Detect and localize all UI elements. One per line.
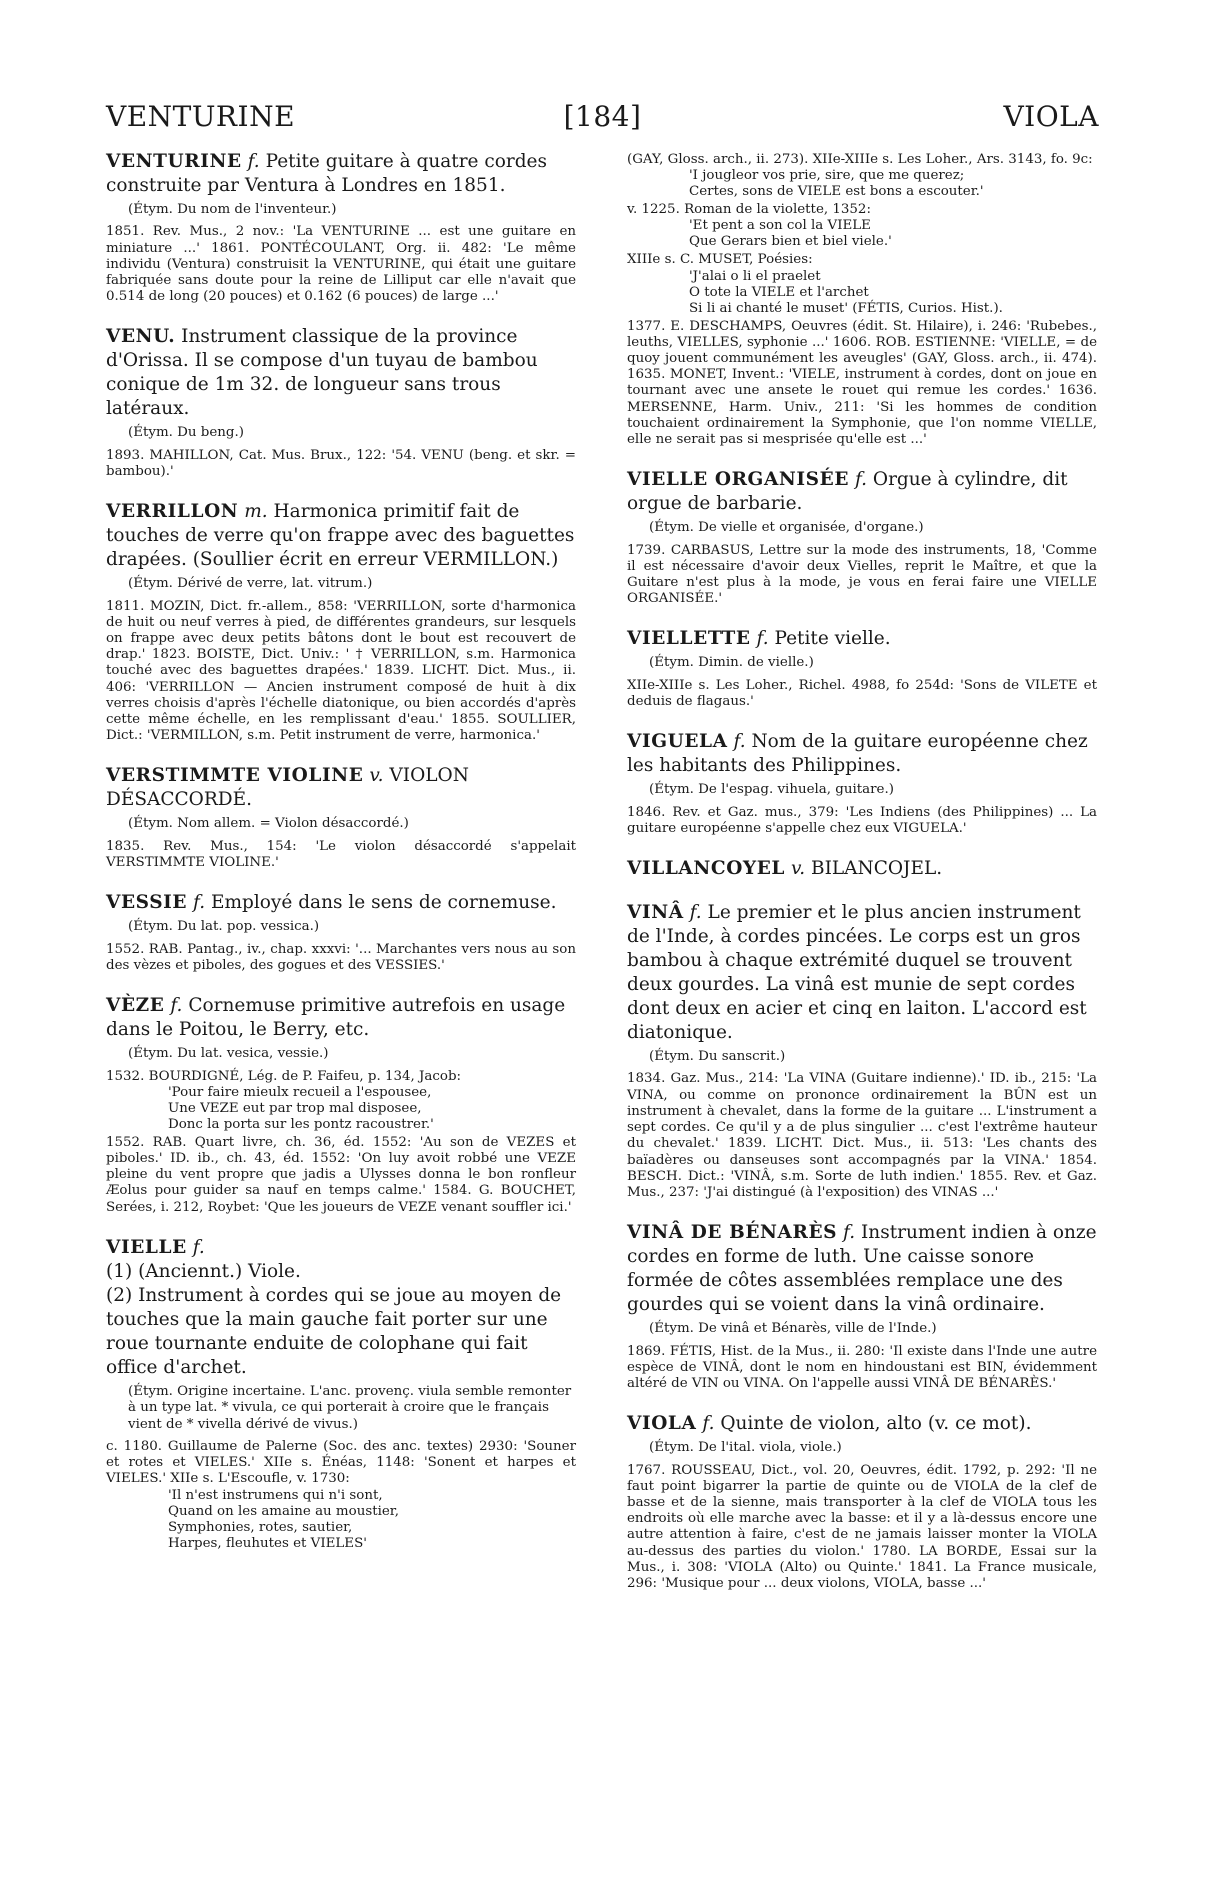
- etymology: (Étym. Dérivé de verre, lat. vitrum.): [128, 576, 373, 592]
- etymology: (Étym. Du sanscrit.): [649, 1049, 786, 1065]
- right-column: [627, 150, 1097, 1612]
- headword: VIGUELA: [627, 731, 728, 753]
- headword: VENTURINE: [106, 151, 242, 172]
- definition: Cornemuse primitive autrefois en usage dans le Poitou, le Berry, etc.: [106, 995, 566, 1041]
- entry-title: [627, 468, 1097, 516]
- definition: Le premier et le plus ancien instrument de l'Inde, à cordes pincées. Le corps est un gros bambou à chaque extrémité duquel se trouvent deux gourdes. La vinâ est munie de sept cordes dont deux en acier et cinq en laiton. L'accord est diatonique.: [627, 902, 1087, 1044]
- entry-vina: [627, 901, 1097, 1201]
- entry-title: [627, 1412, 1097, 1436]
- headword: VERRILLON: [106, 501, 239, 523]
- citation: 1811. MOZIN, Dict. fr.-allem., 858: 'VERRILLON, sorte d'harmonica de huit ou neuf verres à pied, de différentes grandeurs, sur lesquels on frappe avec deux petits bâtons dont le bout est recouvert de drap.' 1823. BOISTE, Dict. Univ.: ' † VERRILLON, s.m. Harmonica touché avec des baguettes drapées.' 1839. LICHT. Dict. Mus., ii. 406: 'VERRILLON — Ancien instrument composé de huit à dix verres choisis d'après l'échelle diatonique, ou bien accordés d'après cette même échelle, en les remplissant d'eau.' 1855. SOULLIER, Dict.: 'VERMILLON, s.m. Petit instrument de verre, harmonica.': [106, 598, 576, 744]
- definition: Nom de la guitare européenne chez les habitants des Philippines.: [627, 731, 1088, 777]
- headword: VIELLE: [106, 1236, 187, 1258]
- etymology: (Étym. Du nom de l'inventeur.): [128, 202, 337, 217]
- etymology: (Étym. Du beng.): [128, 425, 244, 441]
- citation: 1846. Rev. et Gaz. mus., 379: 'Les Indiens (des Philippines) ... La guitare européenne s'appelle chez eux VIGUELA.': [627, 804, 1097, 836]
- gender-mark: f.: [854, 469, 868, 491]
- headword: VIOLA: [627, 1413, 697, 1435]
- etymology: (Étym. Origine incertaine. L'anc. provenç. viula semble remonter à un type lat. * vivula, ce qui porterait à croire que le français vient de * vivella dérivé de vivus.): [128, 1383, 572, 1432]
- gender-mark: f.: [170, 995, 183, 1017]
- gender-mark: f.: [756, 628, 769, 650]
- etymology: (Étym. Du lat. vesica, vessie.): [128, 1046, 329, 1062]
- entry-viellette: [627, 627, 1097, 710]
- citation: 1835. Rev. Mus., 154: 'Le violon désaccordé s'appelait VERSTIMMTE VIOLINE.': [106, 838, 576, 871]
- citation: 1552. RAB. Quart livre, ch. 36, éd. 1552: 'Au son de VEZES et piboles.' ID. ib., ch. 43, éd. 1552: 'On luy avoit robbé une VEZE pleine du vent propre que jadis a Ulysses donna le bon ronfleur Æolus pour guider sa nauf en temps calme.' 1584. G. BOUCHET, Serées, i. 212, Roybet: 'Que les joueurs de VEZE venant souffler ici.': [106, 1134, 576, 1215]
- definition: Orgue à cylindre, dit orgue de barbarie.: [627, 469, 1068, 515]
- definition: Harmonica primitif fait de touches de verre qu'on frappe avec des baguettes drapées. (Soullier écrit en erreur VERMILLON.): [106, 501, 575, 571]
- entry-vielle-continued: [627, 152, 1097, 448]
- page-number: [184]: [563, 100, 642, 133]
- entry-verrillon: [106, 500, 576, 744]
- definition: Instrument indien à onze cordes en forme de luth. Une caisse sonore formée de côtes assemblées remplace une des gourdes qui se voient dans la vinâ ordinaire.: [627, 1222, 1097, 1316]
- entry-title: [106, 891, 576, 915]
- citation: 1532. BOURDIGNÉ, Lég. de P. Faifeu, p. 134, Jacob:: [106, 1068, 462, 1084]
- citation: 1893. MAHILLON, Cat. Mus. Brux., 122: '54. VENU (beng. et skr. = bambou).': [106, 447, 576, 480]
- running-head-last-word: VIOLA: [1003, 100, 1099, 133]
- gender-mark: f.: [193, 892, 206, 914]
- entry-title: [106, 325, 576, 421]
- running-head-first-word: VENTURINE: [106, 100, 296, 133]
- gender-mark: f.: [192, 1236, 205, 1258]
- citation: 1739. CARBASUS, Lettre sur la mode des instruments, 18, 'Comme il est nécessaire d'avoir deux Vielles, reprit le Maître, et que la Guitare n'est plus à la mode, je vous en ferai faire une VIELLE ORGANISÉE.': [627, 542, 1097, 607]
- citation: XIIIe s. C. MUSET, Poésies:: [627, 252, 813, 268]
- entry-title: [106, 150, 576, 198]
- verse-quote: 'J'alai o li el praelet O tote la VIELE et l'archet Si li ai chanté le muset' (FÉTIS, Curios. Hist.).: [689, 268, 1003, 316]
- running-head: [106, 100, 1099, 144]
- citation: (GAY, Gloss. arch., ii. 273). XIIe-XIIIe s. Les Loher., Ars. 3143, fo. 9c:: [627, 152, 1093, 167]
- etymology: (Étym. De vielle et organisée, d'organe.): [649, 520, 924, 536]
- headword: VÈZE: [106, 995, 165, 1017]
- headword: VESSIE: [106, 892, 188, 914]
- headword: VIELLETTE: [627, 628, 751, 650]
- definition: Petite vielle.: [774, 628, 891, 650]
- sense-1: (1) (Anciennt.) Viole.: [106, 1260, 301, 1282]
- entry-title: [106, 500, 576, 572]
- entry-vielle: [106, 1236, 576, 1552]
- entry-title: [106, 1236, 576, 1260]
- definition: Petite guitare à quatre cordes construite par Ventura à Londres en 1851.: [106, 151, 547, 196]
- headword: VIELLE ORGANISÉE: [627, 469, 850, 491]
- definition: Employé dans le sens de cornemuse.: [210, 892, 557, 914]
- citation: v. 1225. Roman de la violette, 1352:: [627, 202, 871, 218]
- gender-mark: m.: [244, 501, 268, 523]
- entry-venu: [106, 325, 576, 480]
- citation: c. 1180. Guillaume de Palerne (Soc. des anc. textes) 2930: 'Souner et rotes et VIELES.' XIIe s. Énéas, 1148: 'Sonent et harpes et VIELES.' XIIe s. L'Escoufle, v. 1730:: [106, 1438, 576, 1487]
- etymology: (Étym. Nom allem. = Violon désaccordé.): [128, 816, 409, 832]
- gender-mark: f.: [733, 731, 746, 753]
- see-mark: v.: [369, 765, 384, 787]
- headword: VINÂ DE BÉNARÈS: [627, 1222, 838, 1244]
- entry-title: [106, 994, 576, 1042]
- entry-viguela: [627, 730, 1097, 837]
- gender-mark: f.: [702, 1413, 715, 1435]
- etymology: (Étym. De l'ital. viola, viole.): [649, 1440, 842, 1456]
- citation: 1377. E. DESCHAMPS, Oeuvres (édit. St. Hilaire), i. 246: 'Rubebes., leuths, VIELLES, syphonie ...' 1606. ROB. ESTIENNE: 'VIELLE, = de quoy jouent communément les aveugles' (GAY, Gloss. arch., ii. 474). 1635. MONET, Invent.: 'VIELE, instrument à cordes, dont on joue en tournant avec une ansete le rouet qui remue les cordes.' 1636. MERSENNE, Harm. Univ., 211: 'Si les hommes de condition touchaient ordinairement la Symphonie, que l'on nomme VIELLE, elle ne serait pas si mesprisée qu'elle est ...': [627, 318, 1097, 448]
- gender-mark: f.: [843, 1222, 856, 1244]
- cross-reference: VIOLON DÉSACCORDÉ.: [106, 765, 469, 811]
- gender-mark: f.: [689, 902, 702, 924]
- citation: XIIe-XIIIe s. Les Loher., Richel. 4988, fo 254d: 'Sons de VILETE et deduis de flagaus.': [627, 677, 1097, 710]
- left-column: [106, 150, 576, 1572]
- entry-title: [627, 730, 1097, 778]
- entry-viola: [627, 1412, 1097, 1592]
- entry-villancoyel: [627, 857, 1097, 881]
- headword: VINÂ: [627, 902, 684, 924]
- definition: Instrument classique de la province d'Orissa. Il se compose d'un tuyau de bambou conique de 1m 32. de longueur sans trous latéraux.: [106, 326, 538, 420]
- sense-2: (2) Instrument à cordes qui se joue au moyen de touches que la main gauche fait porter sur une roue tournante enduite de colophane qui fait office d'archet.: [106, 1284, 562, 1378]
- citation: 1552. RAB. Pantag., iv., chap. xxxvi: '... Marchantes vers nous au son des vèzes et piboles, des gogues et des VESSIES.': [106, 941, 576, 973]
- entry-title: [627, 1221, 1097, 1317]
- verse-quote: 'I jougleor vos prie, sire, que me querez; Certes, sons de VIELE est bons a escouter.': [689, 168, 984, 200]
- etymology: (Étym. Dimin. de vielle.): [649, 655, 814, 671]
- etymology: (Étym. De l'espag. vihuela, guitare.): [649, 782, 894, 798]
- entry-veze: [106, 994, 576, 1216]
- definition: Quinte de violon, alto (v. ce mot).: [720, 1413, 1032, 1435]
- entry-title: [627, 627, 1097, 651]
- etymology: (Étym. Du lat. pop. vessica.): [128, 919, 320, 935]
- see-mark: v.: [790, 858, 806, 880]
- citation: 1767. ROUSSEAU, Dict., vol. 20, Oeuvres, édit. 1792, p. 292: 'Il ne faut point bigarrer la partie de quinte ou de VIOLA de la clef de basse et de la sienne, mais transporter à la clef de VIOLA tous les endroits où elle marche avec la basse: et il y a là-dessus encore une autre attention à faire, c'est de ne jamais laisser monter la VIOLA au-dessus des parties du violon.' 1780. LA BORDE, Essai sur la Mus., i. 308: 'VIOLA (Alto) ou Quinte.' 1841. La France musicale, 296: 'Musique pour ... deux violons, VIOLA, basse ...': [627, 1462, 1097, 1591]
- cross-reference: BILANCOJEL.: [810, 858, 943, 880]
- entry-vielle-organisee: [627, 468, 1097, 607]
- citation: 1851. Rev. Mus., 2 nov.: 'La VENTURINE ... est une guitare en miniature ...' 1861. PONTÉCOULANT, Org. ii. 482: 'Le même individu (Ventura) construisit la VENTURINE, qui était une guitare fabriquée sans doute pour la reine de Lilliput car elle n'avait que 0.514 de long (20 pouces) et 0.162 (6 pouces) de large ...': [106, 224, 576, 305]
- entry-vina-de-benares: [627, 1221, 1097, 1392]
- entry-venturine: [106, 150, 576, 305]
- gender-mark: f.: [247, 151, 260, 172]
- entry-vessie: [106, 891, 576, 974]
- entry-title: [627, 857, 1097, 881]
- headword: VENU.: [106, 326, 176, 348]
- citation: 1834. Gaz. Mus., 214: 'La VINA (Guitare indienne).' ID. ib., 215: 'La VINA, ou comme on prononce ordinairement la BÛN est un instrument à chevalet, dans la forme de la guitare ... L'instrument a sept cordes. Ce qu'il y a de plus singulier ... c'est l'extrême hauteur du chevalet.' 1839. LICHT. Dict. Mus., ii. 513: 'Les chants des baïadères ou danseuses sont accompagnés par la VINA.' 1854. BESCH. Dict.: 'VINÂ, s.m. Sorte de luth indien.' 1855. Rev. et Gaz. Mus., 237: 'J'ai distingué (à l'exposition) des VINAS ...': [627, 1071, 1097, 1200]
- verse-quote: 'Et pent a son col la VIELE Que Gerars bien et biel viele.': [689, 218, 892, 250]
- headword: VILLANCOYEL: [627, 858, 786, 880]
- headword: VERSTIMMTE VIOLINE: [106, 765, 364, 787]
- entry-verstimmte-violine: [106, 764, 576, 871]
- verse-quote: 'Il n'est instrumens qui n'i sont, Quand on les amaine au moustier, Symphonies, rotes, sautier, Harpes, fleuhutes et VIELES': [168, 1487, 399, 1551]
- verse-quote: 'Pour faire mieulx recueil a l'espousee, Une VEZE eut par trop mal disposee, Donc la porta sur les pontz racoustrer.': [168, 1084, 434, 1132]
- citation: 1869. FÉTIS, Hist. de la Mus., ii. 280: 'Il existe dans l'Inde une autre espèce de VINÂ, dont le nom en hindoustani est BIN, évidemment altéré de VIN ou VINA. On l'appelle aussi VINÂ DE BÉNARÈS.': [627, 1343, 1097, 1391]
- entry-title: [627, 901, 1097, 1045]
- etymology: (Étym. De vinâ et Bénarès, ville de l'Inde.): [649, 1321, 937, 1337]
- entry-title: [106, 764, 576, 812]
